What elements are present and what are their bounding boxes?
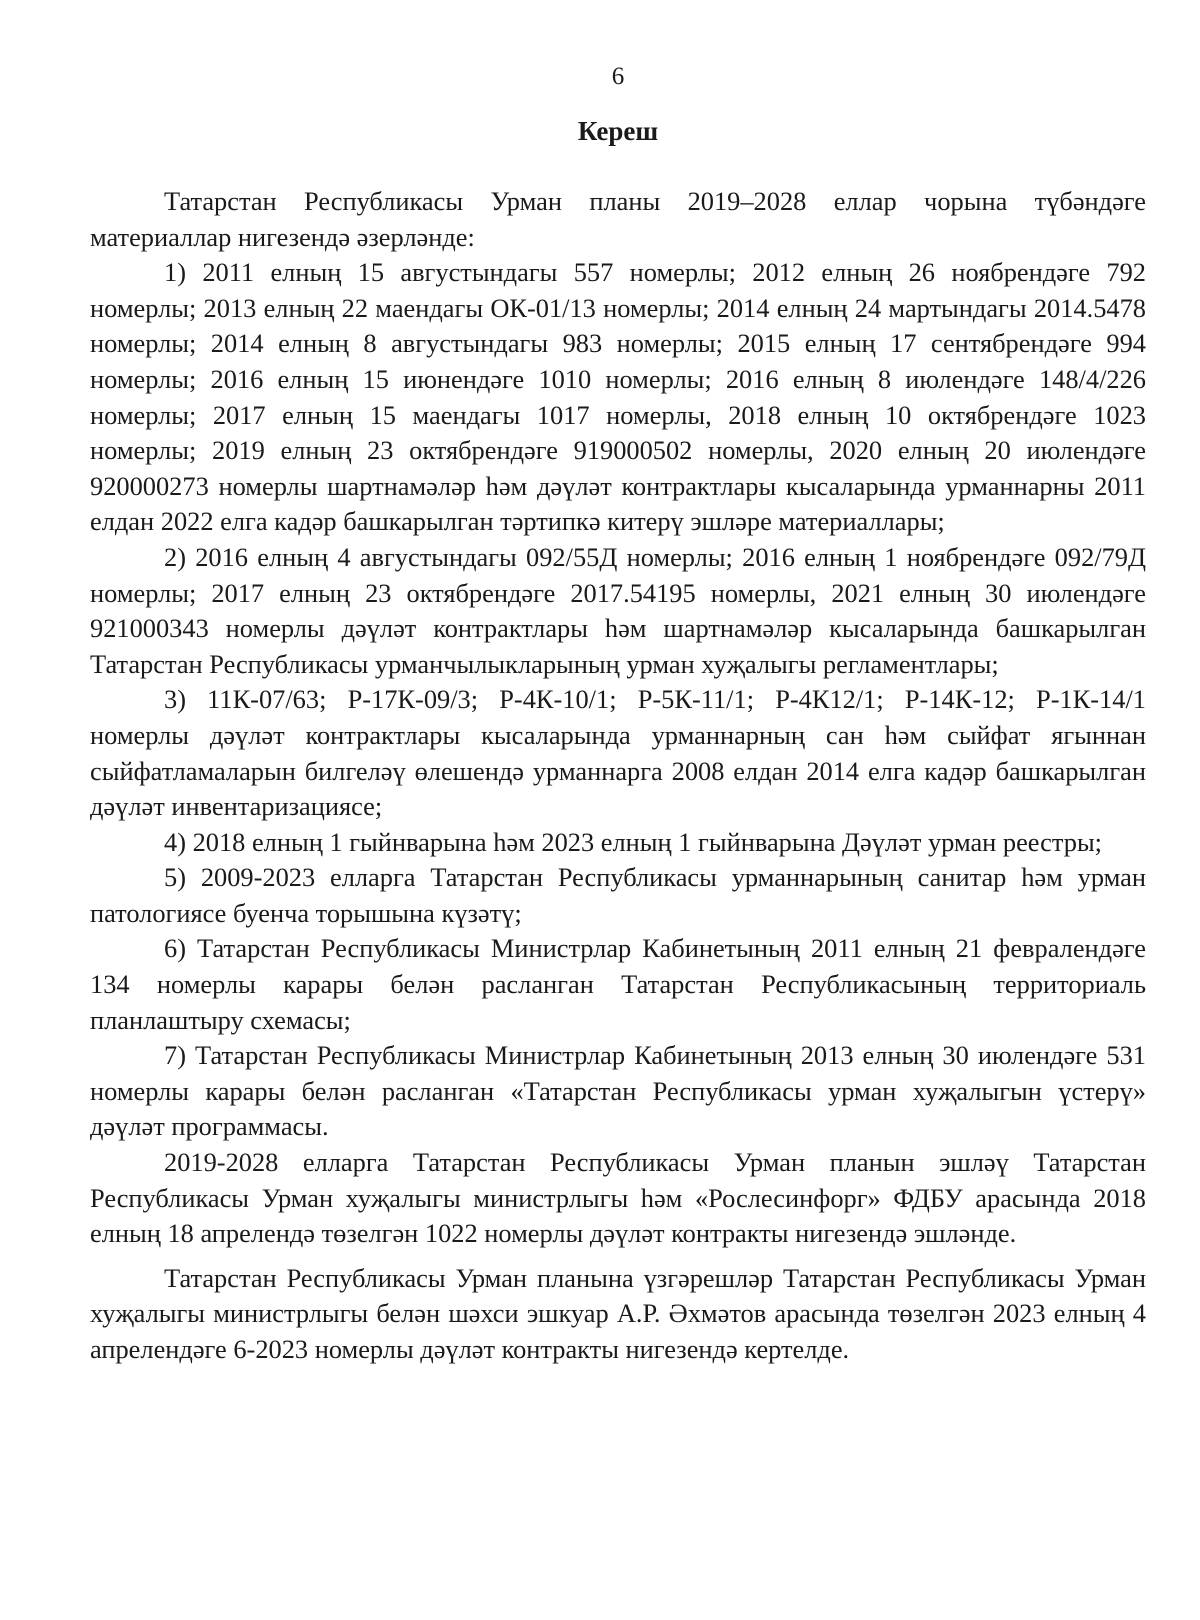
list-item-7: 7) Татарстан Республикасы Министрлар Кабинетының 2013 елның 30 июлендәге 531 номерлы карары белән расланган «Татарстан Республикасы урман хуҗалыгын үстерү» дәүләт программасы. <box>90 1040 1146 1142</box>
list-item-1: 1) 2011 елның 15 августындагы 557 номерлы; 2012 елның 26 ноябрендәге 792 номерлы; 2013 елның 22 маендагы ОК-01/13 номерлы; 2014 елның 24 мартындагы 2014.5478 номерлы; 2014 елның 8 августындагы 983 номерлы; 2015 елның 17 сентябрендәге 994 номерлы; 2016 елның 15 июнендәге 1010 номерлы; 2016 елның 8 июлендәге 148/4/226 номерлы; 2017 елның 15 маендагы 1017 номерлы, 2018 елның 10 октябрендәге 1023 номерлы; 2019 елның 23 октябрендәге 919000502 номерлы, 2020 елның 20 июлендәге 920000273 номерлы шартнамәләр һәм дәүләт контрактлары кысаларында урманнарны 2011 елдан 2022 елга кадәр башкарылган тәртипкә китерү эшләре материаллары; <box>90 257 1146 537</box>
list-item-2: 2) 2016 елның 4 августындагы 092/55Д номерлы; 2016 елның 1 ноябрендәге 092/79Д номерлы; 2017 елның 23 октябрендәге 2017.54195 номерлы, 2021 елның 30 июлендәге 921000343 номерлы дәүләт контрактлары һәм шартнамәләр кысаларында башкарылган Татарстан Республикасы урманчылыкларының урман хуҗалыгы регламентлары; <box>90 541 1146 679</box>
list-item-6: 6) Татарстан Республикасы Министрлар Кабинетының 2011 елның 21 февралендәге 134 номерлы карары белән расланган Татарстан Республикасының территориаль планлаштыру схемасы; <box>90 933 1146 1035</box>
development-paragraph: 2019-2028 елларга Татарстан Республикасы Урман планын эшләү Татарстан Республикасы Урман хуҗалыгы министрлыгы һәм «Рослесинфорг» ФДБУ арасында 2018 елның 18 апрелендә төзелгән 1022 номерлы дәүләт контракты нигезендә эшләнде. <box>90 1147 1146 1249</box>
section-heading: Кереш <box>577 116 659 146</box>
changes-paragraph: Татарстан Республикасы Урман планына үзгәрешләр Татарстан Республикасы Урман хуҗалыгы министрлыгы белән шәхси эшкуар А.Р. Әхмәтов арасында төзелгән 2023 елның 4 апрелендәге 6-2023 номерлы дәүләт контракты нигезендә кертелде. <box>90 1262 1146 1364</box>
list-item-5: 5) 2009-2023 елларга Татарстан Республикасы урманнарының санитар һәм урман патологиясе буенча торышына күзәтү; <box>90 862 1146 928</box>
intro-paragraph: Татарстан Республикасы Урман планы 2019–2028 еллар чорына түбәндәге материаллар нигезендә әзерләнде: <box>90 186 1146 252</box>
list-item-3: 3) 11К-07/63; Р-17К-09/3; Р-4К-10/1; Р-5К-11/1; Р-4К12/1; Р-14К-12; Р-1К-14/1 номерлы дәүләт контрактлары кысаларында урманнарның сан һәм сыйфат ягыннан сыйфатламаларын билгеләү өлешендә урманнарга 2008 елдан 2014 елга кадәр башкарылган дәүләт инвентаризациясе; <box>90 684 1146 822</box>
list-item-4: 4) 2018 елның 1 гыйнварына һәм 2023 елның 1 гыйнварына Дәүләт урман реестры; <box>164 826 1103 857</box>
document-body <box>90 184 1146 1368</box>
page-number: 6 <box>611 63 625 90</box>
